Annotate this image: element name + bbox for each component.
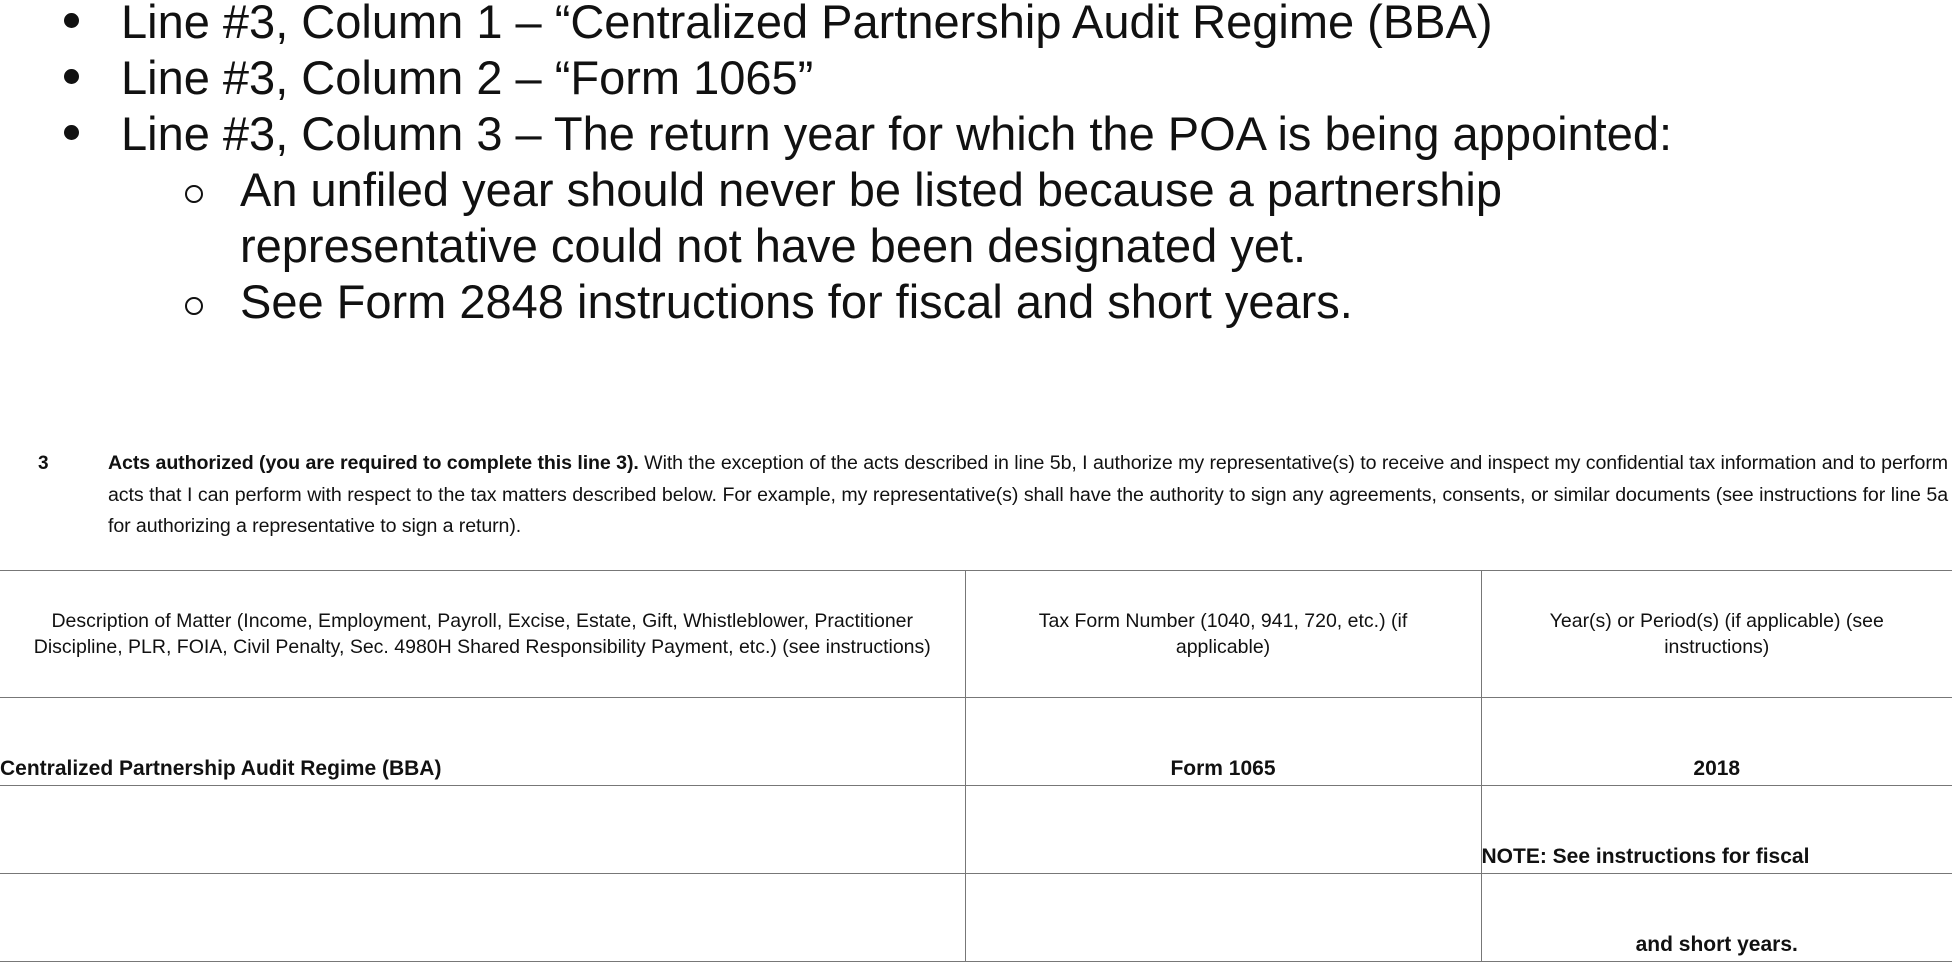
cell-year-note-continued: and short years. <box>1481 874 1952 962</box>
bullet-line-column-1: Line #3, Column 1 – “Centralized Partnership Audit Regime (BBA) <box>121 0 1493 48</box>
cell-description <box>0 786 965 874</box>
form-line-number: 3 <box>38 453 49 474</box>
bullet-line-column-3: Line #3, Column 3 – The return year for which the POA is being appointed: <box>121 107 1673 160</box>
header-description-of-matter: Description of Matter (Income, Employment, Payroll, Excise, Estate, Gift, Whistleblower, Practitioner Discipline, PLR, FOIA, Civil Penalty, Sec. 4980H Shared Responsibility Payment, etc.) (see instructions) <box>0 571 965 698</box>
table-row <box>0 874 1952 962</box>
cell-description: Centralized Partnership Audit Regime (BBA) <box>0 698 965 786</box>
bullet-line-column-2: Line #3, Column 2 – “Form 1065” <box>121 51 814 104</box>
tax-matters-table <box>0 570 1952 962</box>
bullet-circle-icon <box>185 185 203 203</box>
sub-bullet-unfiled-year: An unfiled year should never be listed because a partnership <box>240 163 1502 216</box>
cell-form-number <box>965 874 1481 962</box>
cell-year-note: NOTE: See instructions for fiscal <box>1481 786 1952 874</box>
form-line-body: With the exception of the acts described in line 5b, I authorize my representative(s) to receive and inspect my confidential tax information and to perform acts that I can perform with respect to the tax matters described below. For example, my representative(s) shall have the authority to sign any agreements, consents, or similar documents (see instructions for line 5a for authorizing a representative to sign a return). <box>108 452 1948 538</box>
sub-bullet-unfiled-year-continued: representative could not have been designated yet. <box>240 219 1307 272</box>
table-row <box>0 786 1952 874</box>
header-tax-form-number: Tax Form Number (1040, 941, 720, etc.) (if applicable) <box>965 571 1481 698</box>
table-header-row <box>0 571 1952 698</box>
sub-bullet-fiscal-short-years: See Form 2848 instructions for fiscal and short years. <box>240 275 1353 328</box>
cell-description <box>0 874 965 962</box>
bullet-dot-icon <box>64 69 79 84</box>
header-years-or-periods: Year(s) or Period(s) (if applicable) (see instructions) <box>1481 571 1952 698</box>
bullet-dot-icon <box>64 13 79 28</box>
bullet-dot-icon <box>64 125 79 140</box>
bullet-circle-icon <box>185 297 203 315</box>
cell-form-number <box>965 786 1481 874</box>
form-line-text <box>108 448 1948 543</box>
cell-form-number: Form 1065 <box>965 698 1481 786</box>
table-row <box>0 698 1952 786</box>
form-line-heading: Acts authorized (you are required to complete this line 3). <box>108 452 639 474</box>
cell-year: 2018 <box>1481 698 1952 786</box>
